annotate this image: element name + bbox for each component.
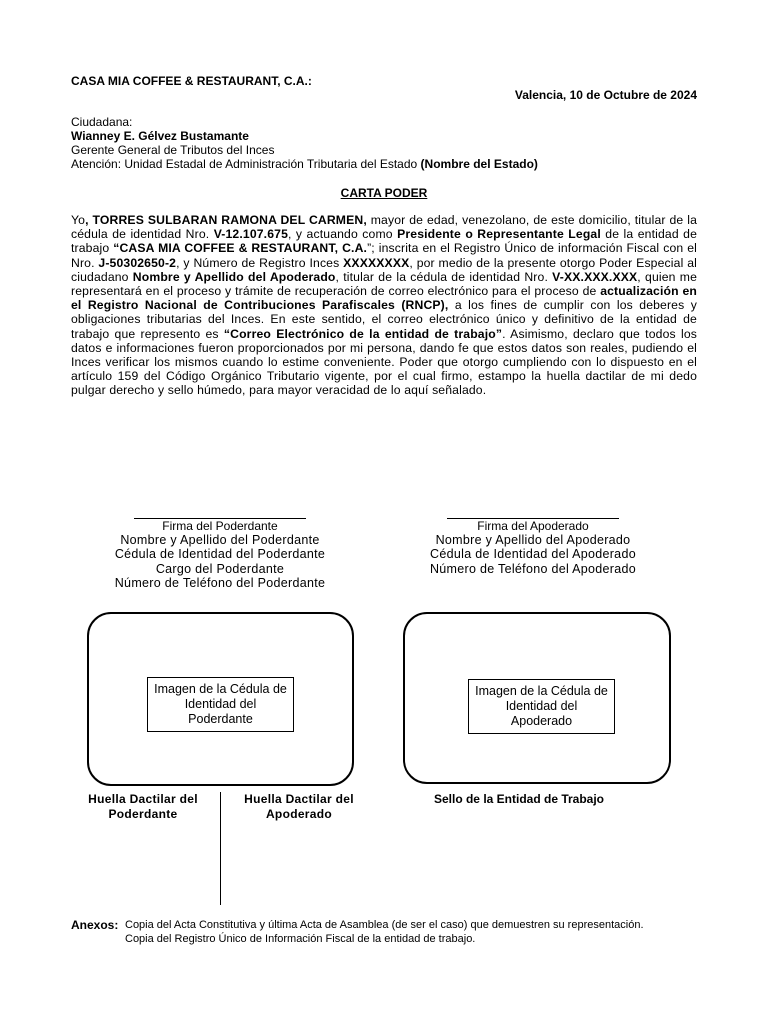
fingerprint-label-apoderado <box>228 792 370 821</box>
body-text: a los fines de cumplir con los deberes y obligaciones tributarias del Inces. En este sentido, el correo electrónico único y definitivo de la entidad de trabajo que represento es <box>71 298 697 341</box>
grantor-id: V-12.107.675 <box>213 227 288 242</box>
annexes-label: Anexos: <box>71 918 119 932</box>
letter-body <box>71 213 697 398</box>
body-text: de la entidad de trabajo <box>71 227 698 256</box>
signature-field: Cargo del Poderdante <box>155 561 285 576</box>
stamp-label: Sello de la Entidad de Trabajo <box>433 792 605 806</box>
recipient-attention <box>71 157 538 171</box>
body-text: , por medio de la presente otorgo Poder Especial al ciudadano <box>71 255 697 284</box>
signature-label: Firma del Apoderado <box>477 519 589 533</box>
signature-field: Número de Teléfono del Poderdante <box>114 575 326 590</box>
body-text: ”; inscrita en el Registro Único de información Fiscal con el Nro. <box>71 241 697 270</box>
recipient-block <box>71 115 538 171</box>
fingerprint-label-line: Huella Dactilar del <box>244 792 354 806</box>
fingerprint-label-poderdante <box>72 792 214 821</box>
body-text: , y Número de Registro Inces <box>176 255 344 270</box>
recipient-salutation: Ciudadana: <box>71 115 133 129</box>
fingerprint-label-line: Poderdante <box>108 806 178 821</box>
id-card-placeholder-poderdante: Imagen de la Cédula de Identidad del Poderdante <box>147 677 294 732</box>
company-name: CASA MIA COFFEE & RESTAURANT, C.A.: <box>71 74 312 88</box>
body-text: . Asimismo, declaro que todos los datos e informaciones fueron proporcionados por mi persona, dando fe que estos datos son reales, pudiendo el Inces verificar los mismos cuando lo estime conveniente. Poder que otorgo cumpliendo con lo dispuesto en el artículo 159 del Código Orgánico Tributario vigente, por el cual firmo, estampo la huella dactilar de mi dedo pulgar derecho y sello húmedo, para mayor veracidad de lo aquí señalado. <box>71 326 697 398</box>
document-title: CARTA PODER <box>340 186 428 200</box>
entity-name: “CASA MIA COFFEE & RESTAURANT, C.A. <box>113 241 368 256</box>
body-text: Yo <box>71 213 86 227</box>
attorney-name: Nombre y Apellido del Apoderado <box>132 269 336 284</box>
fingerprint-label-line: Apoderado <box>265 806 333 821</box>
signature-field: Nombre y Apellido del Poderdante <box>120 533 320 548</box>
recipient-name: Wianney E. Gélvez Bustamante <box>71 129 249 143</box>
annex-item: Copia del Registro Único de Información Fiscal de la entidad de trabajo. <box>125 932 476 945</box>
body-text: , titular de la cédula de identidad Nro. <box>335 269 553 284</box>
id-card-placeholder-apoderado: Imagen de la Cédula de Identidad del Apoderado <box>468 679 615 734</box>
signature-block-poderdante <box>90 518 350 590</box>
body-text: , y actuando como <box>288 227 398 242</box>
inces-number: XXXXXXXX <box>343 255 410 270</box>
fingerprint-label-line: Huella Dactilar del <box>88 792 198 806</box>
rncp-process: actualización en el Registro Nacional de Contribuciones Parafiscales (RNCP), <box>71 284 697 313</box>
entity-email: “Correo Electrónico de la entidad de trabajo” <box>223 326 503 341</box>
rif-number: J-50302650-2 <box>98 255 177 270</box>
grantor-name: , TORRES SULBARAN RAMONA DEL CARMEN, <box>85 213 367 227</box>
grantor-role: Presidente o Representante Legal <box>397 227 601 242</box>
fingerprint-divider <box>220 792 221 905</box>
recipient-position: Gerente General de Tributos del Inces <box>71 143 275 157</box>
signature-field: Nombre y Apellido del Apoderado <box>435 533 631 548</box>
signature-label: Firma del Poderdante <box>162 519 278 533</box>
signature-field: Cédula de Identidad del Apoderado <box>430 547 636 562</box>
attorney-id: V-XX.XXX.XXX <box>552 269 638 284</box>
body-text: mayor de edad, venezolano, de este domicilio, titular de la cédula de identidad Nro. <box>71 213 697 242</box>
attention-state: (Nombre del Estado) <box>420 157 538 171</box>
annex-item: Copia del Acta Constitutiva y última Acta de Asamblea (de ser el caso) que demuestren su representación. <box>125 919 644 931</box>
body-text: , quien me representará en el proceso y trámite de recuperación de correo electrónico para el proceso de <box>71 269 698 299</box>
annexes-list <box>125 919 644 946</box>
letter-date: Valencia, 10 de Octubre de 2024 <box>514 88 697 102</box>
attention-text: Atención: Unidad Estadal de Administración Tributaria del Estado <box>71 157 421 171</box>
signature-field: Número de Teléfono del Apoderado <box>429 561 637 576</box>
signature-field: Cédula de Identidad del Poderdante <box>114 547 326 562</box>
signature-block-apoderado <box>403 518 663 576</box>
